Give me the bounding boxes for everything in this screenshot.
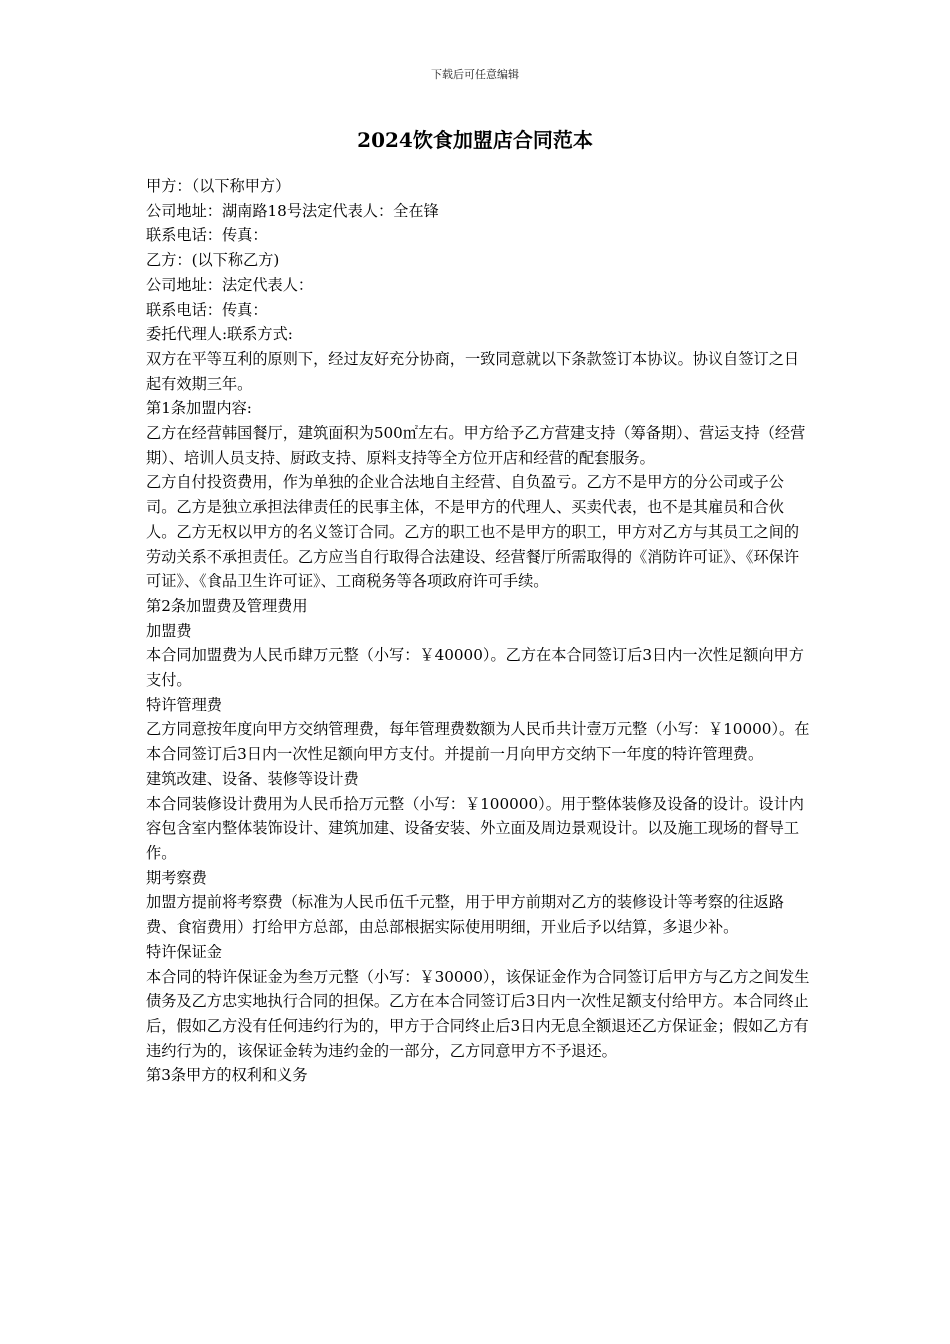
header-note: 下载后可任意编辑 (431, 68, 519, 81)
party-a-line: 甲方：（以下称甲方） (146, 177, 291, 195)
article-1-paragraph-2: 乙方自付投资费用，作为单独的企业合法地自主经营、自负盈亏。乙方不是甲方的分公司或子公司。乙方是独立承担法律责任的民事主体，不是甲方的代理人、买卖代表，也不是其雇员和合伙人。乙方无权以甲方的名义签订合同。乙方的职工也不是甲方的职工，甲方对乙方与其员工之间的劳动关系不承担责任。乙方应当自行取得合法建设、经营餐厅所需取得的《消防许可证》、《环保许可证》、《食品卫生许可证》、工商税务等各项政府许可手续。 (146, 473, 800, 591)
document-body (146, 174, 814, 1088)
article-1-paragraph-1: 乙方在经营韩国餐厅，建筑面积为500㎡左右。甲方给予乙方营建支持（筹备期）、营运支持（经营期）、培训人员支持、厨政支持、原料支持等全方位开店和经营的配套服务。 (146, 424, 806, 467)
article-2-heading: 第2条加盟费及管理费用 (146, 596, 308, 615)
article-1-heading: 第1条加盟内容: (146, 399, 252, 418)
deposit-heading: 特许保证金 (146, 942, 222, 961)
design-fee-heading: 建筑改建、设备、装修等设计费 (146, 769, 359, 788)
management-fee-paragraph: 乙方同意按年度向甲方交纳管理费，每年管理费数额为人民币共计壹万元整（小写：￥10000）。在本合同签订后3日内一次性足额向甲方支付。并提前一月向甲方交纳下一年度的特许管理费。 (146, 720, 810, 764)
agent-line: 委托代理人:联系方式: (146, 325, 293, 344)
management-fee-heading: 特许管理费 (146, 695, 222, 714)
inspection-fee-heading: 期考察费 (146, 868, 207, 887)
design-fee-paragraph: 本合同装修设计费用为人民币拾万元整（小写：￥100000）。用于整体装修及设备的设计。设计内容包含室内整体装饰设计、建筑加建、设备安装、外立面及周边景观设计。以及施工现场的督导工作。 (146, 794, 804, 862)
inspection-fee-paragraph: 加盟方提前将考察费（标准为人民币伍千元整，用于甲方前期对乙方的装修设计等考察的往返路费、食宿费用）打给甲方总部，由总部根据实际使用明细，开业后予以结算，多退少补。 (146, 893, 784, 937)
party-b-contact: 联系电话：传真： (146, 300, 268, 319)
party-a-contact: 联系电话：传真： (146, 226, 268, 245)
party-b-line: 乙方：(以下称乙方) (146, 251, 280, 270)
party-b-address: 公司地址：法定代表人： (146, 275, 314, 294)
party-a-address: 公司地址：湖南路18号法定代表人：全在锋 (146, 201, 439, 220)
franchise-fee-paragraph: 本合同加盟费为人民币肆万元整（小写：￥40000）。乙方在本合同签订后3日内一次性足额向甲方支付。 (146, 646, 804, 690)
preamble-paragraph: 双方在平等互利的原则下，经过友好充分协商，一致同意就以下条款签订本协议。协议自签订之日起有效期三年。 (146, 349, 800, 393)
franchise-fee-heading: 加盟费 (146, 621, 192, 640)
article-3-heading: 第3条甲方的权利和义务 (146, 1066, 308, 1085)
deposit-paragraph: 本合同的特许保证金为叁万元整（小写：￥30000），该保证金作为合同签订后甲方与乙方之间发生债务及乙方忠实地执行合同的担保。乙方在本合同签订后3日内一次性足额支付给甲方。本合同终止后，假如乙方没有任何违约行为的，甲方于合同终止后3日内无息全额退还乙方保证金；假如乙方有违约行为的，该保证金转为违约金的一部分，乙方同意甲方不予退还。 (146, 967, 810, 1060)
document-title: 2024饮食加盟店合同范本 (357, 128, 593, 152)
